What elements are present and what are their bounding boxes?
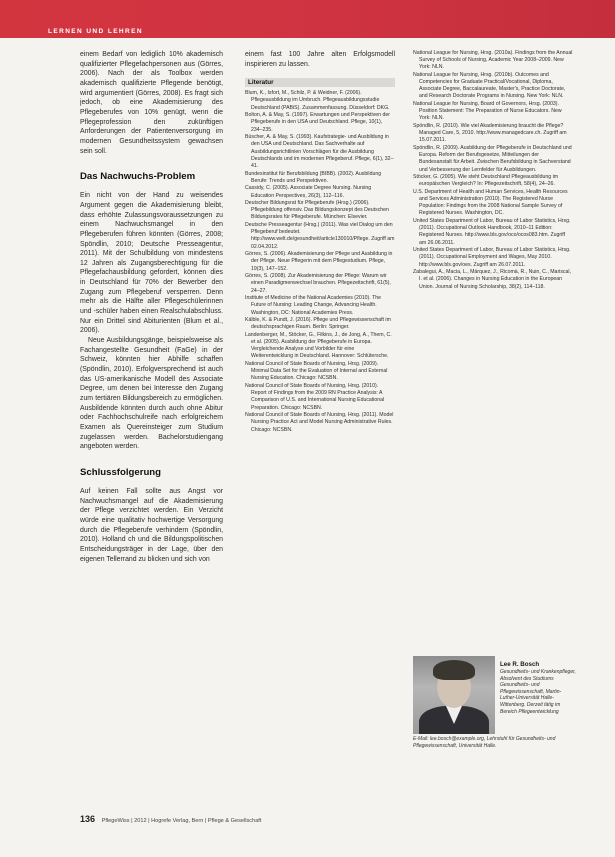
- section-label: LERNEN UND LEHREN: [48, 28, 143, 35]
- intro-paragraph: einem Bedarf von lediglich 10% akademisch qualifizierter Pflegefachpersonen aus (Görres, 2006). Nach der als Toolbox werden akademisch qualifizierte Pflegende benötigt, wird argumentiert (Görres, 2008). Es fragt sich jedoch, ob eine Akademisierung des Pflegeberufes von 10% genügt, wenn die Pflegeprofession den zukünftigen Anforderungen der Patientenversorgung im modernen Gesundheitssystem gewachsen sein soll.: [80, 51, 223, 155]
- reference-item: National Council of State Boards of Nursing, Hrsg. (2010). Report of Findings from the 2009 RN Practice Analysis: A Comparison of U.S. and International Nursing Educational Preparation. Chicago: NCSBN.: [245, 383, 385, 411]
- reference-item: Stöcker, G. (2005). Wie steht Deutschland Pflegeausbildung im europäischen Vergleich? In: Pflegezeitschrift, 58(4), 24–26.: [413, 174, 559, 188]
- paragraph-nachwuchs-2: Neue Ausbildungsgänge, beispielsweise als Fachangestellte Gesundheit (FaGe) in der Schweiz, könnten hier Abhilfe schaffen (Spöndlin, 2010). Erfolgversprechend ist auch das US-amerikanische Modell des Associate Degree, um denen bei Interesse den Zugang zum tertiären Bildungsbereich zu ermöglichen. Ausbildende könnten durch auch ohne Abitur oder Fachhochschulreife nach erfolgreichem Examen als Quereinsteiger zum Studium zugelassen werden. Bachelorstudiengang angeboten werden.: [80, 337, 223, 451]
- reference-item: Büscher, A. & May, S. (1993). Kaufstrategie- und Ausbildung in den USA und Deutschland. Das Sachverhalte auf Ausbildungsrichtlinien Vorschlägen für die Ausbildung Deutschlands und im modernen Pflegeberuf. Pflege, 6(1), 32–41.: [245, 134, 394, 169]
- reference-item: National Council of State Boards of Nursing, Hrsg. (2011). Model Nursing Practice Act and Model Nursing Administrative Rules. Chicago: NCSBN.: [245, 412, 394, 433]
- reference-item: Bolton, A. & May, S. (1997). Erwartungen und Perspektiven der Pflegeberufe in den USA und Deutschland. Pflege, 10(1), 234–235.: [245, 112, 390, 133]
- reference-item: Görres, S. (2006). Akademisierung der Pflege und Ausbildung in der Pflege. Neue Pflegerin mit dem Pflegestudium. Pflege, 19(3), 147–152.: [245, 251, 393, 272]
- reference-item: National League for Nursing, Hrsg. (2010b). Outcomes and Competencies for Graduate Practical/Vocational, Diploma, Associate Degree, Baccalaureate, Master's, Practice Doctorate, and Research Doctorate Programs in Nursing. New York: NLN.: [413, 71, 566, 100]
- reference-item: Cassidy, C. (2005). Associate Degree Nursing. Nursing Education Perspectives, 26(3), 112–116.: [245, 185, 372, 199]
- reference-item: National Council of State Boards of Nursing, Hrsg. (2009). Minimal Data Set for the Evaluation of Internal and External Nursing Education. Chicago: NCSBN.: [245, 361, 388, 382]
- literature-heading: Literatur: [245, 78, 395, 87]
- paragraph-nachwuchs-1: Ein nicht von der Hand zu weisendes Argument gegen die Akademisierung bleibt, dass erhöhte Zulassungsvoraussetzungen zu einem Nachwuchsmangel in den Pflegeberufen führen könnten (Görres, 2008; Spöndlin, 2010; Deutsche Presseagentur, 2011). Mit der Schulbildung von mindestens 12 Jahren als Zugangsberechtigung für die Pflegefachausbildung gefordert, können dies in Deutschland für 70% der Bewerber den Zugang zum Pflegeberuf versperren. Denn mehr als die Hälfte aller Pflegeschülerinnen und -schüler haben einen Realschulabschluss. Nur ein Drittel sind Abiturienten (Blum et al., 2006).: [80, 192, 223, 335]
- reference-item: Landenberger, M., Stöcker, G., Filkins, J., de Jong, A., Them, C. et al. (2005). Ausbildung der Pflegeberufe in Europa. Vergleichende Analyse und Vorbilder für eine Weiterentwicklung in Deutschland. Hannover: Schlütersche.: [245, 331, 392, 360]
- reference-item: Zabalegui, A., Macia, L., Márquez, J., Ricomà, R., Nuin, C., Mariscal, I. et al. (2006). Changes in Nursing Education in the European Union. Journal of Nursing Scholarship, 38(2), 114–118.: [413, 269, 571, 290]
- text-column-1: [80, 50, 223, 780]
- reference-item: National League for Nursing, Board of Governors, Hrsg. (2003). Position Statement: The Preparation of Nurse Educators. New York: NLN.: [413, 101, 562, 122]
- reference-item: Spöndlin, R. (2010). Wie viel Akademisierung braucht die Pflege? Managed Care, 5, 2010. http://www.managedcare.ch. Zugriff am 15.07.2011.: [413, 123, 567, 144]
- author-bio: Gesundheits- und Krankenpfleger, Absolvent des Studiums Gesundheits- und Pflegewissenschaft, Martin-Luther-Universität Halle-Wittenberg. Derzeit tätig im Bereich Pflegeentwicklung: [500, 669, 576, 715]
- reference-item: Deutsche Presseagentur (Hrsg.) (2011). Was viel Dialog um den Pflegeberuf bedeutet. http://www.welt.de/gesundheit/article130010/Pflege. Zugriff am 02.04.2012.: [245, 222, 395, 250]
- text-column-2: [245, 50, 395, 830]
- reference-item: Deutscher Bildungsrat für Pflegeberufe (Hrsg.) (2006). Pflegebildung offensiv. Das Bildungskonzept des Deutschen Bildungsrates für Pflegeberufe. München: Elsevier.: [245, 200, 389, 221]
- reference-list-1: [245, 90, 395, 433]
- page-number: 136: [80, 814, 96, 824]
- reference-item: Bundesinstitut für Berufsbildung (BIBB). (2002). Ausbildung Berufe: Trends und Perspektiven.: [245, 170, 382, 184]
- reference-item: Kälble, K. & Pundt, J. (2016). Pflege und Pflegewissenschaft im deutschsprachigen Raum. Berlin: Springer.: [245, 317, 391, 331]
- reference-list-2: [413, 50, 573, 291]
- continuation-paragraph: einem fast 100 Jahre alten Erfolgsmodell inspirieren zu lassen.: [245, 51, 395, 68]
- page-footer: [80, 814, 400, 824]
- heading-schlussfolgerung: Schlussfolgerung: [80, 466, 162, 478]
- paragraph-schluss: Auf keinen Fall sollte aus Angst vor Nachwuchsmangel auf die Akademisierung der Pflege verzichtet werden. Ein Verzicht würde eine qualitativ hochwertige Versorgung durch die Pflegeberufe verhindern (Spöndlin, 2010). Holland ch und die Bildungspolitischen Entscheidungsträger in der Lage, über den eigenen Tellerrand zu blicken und sich von: [80, 487, 223, 563]
- reference-item: Institute of Medicine of the National Academies (2010). The Future of Nursing: Leading Change, Advancing Health. Washington, DC: National Academies Press.: [245, 295, 382, 316]
- reference-item: Spöndlin, R. (2009). Ausbildung der Pflegeberufe in Deutschland und Europa. Reform der Berufsgesetze, Mitteilungen der Bundesanstalt für Arbeit. Zwischen Berufsbildung in Sachverstand und Verbesserung der Lernfelder für Ausbildungen.: [413, 145, 572, 173]
- author-box: [413, 656, 578, 754]
- reference-item: United States Department of Labor, Bureau of Labor Statistics, Hrsg. (2011). Occupational Employment and Wages, May 2010. http://www.bls.gov/oes. Zugriff am 26.07.2011.: [413, 247, 571, 268]
- reference-item: Görres, S. (2008). Zur Akademisierung der Pflege: Warum wir einen Paradigmenwechsel brauchen. Pflegezeitschrift, 61(5), 24–27.: [245, 273, 391, 294]
- author-photo: [413, 656, 495, 734]
- reference-item: National League for Nursing, Hrsg. (2010a). Findings from the Annual Survey of Schools of Nursing, Academic Year 2008–2009. New York: NLN.: [413, 50, 573, 71]
- footer-citation: PflegeWiss | 2012 | Hogrefe Verlag, Bern | Pflege & Gesellschaft: [101, 818, 262, 824]
- reference-item: Blum, K., Isfort, M., Schilz, P. & Weidner, F. (2006). Pflegeausbildung im Umbruch. Pflegeausbildungsstudie Deutschland (PABiS). Zusammenfassung. Düsseldorf: DKG.: [245, 90, 390, 111]
- author-name: Lee R. Bosch: [500, 661, 540, 668]
- author-contact: E-Mail: lee.bosch@example.org, Lehrstuhl für Gesundheits- und Pflegewissenschaft, Universität Halle.: [413, 736, 556, 749]
- reference-item: U.S. Department of Health and Human Services, Health Resources and Services Administration (2010). The Registered Nurse Population: Findings from the 2008 National Sample Survey of Registered Nurses. Washington, DC.: [413, 188, 568, 217]
- heading-nachwuchs: Das Nachwuchs-Problem: [80, 171, 196, 183]
- reference-item: United States Department of Labor, Bureau of Labor Statistics, Hrsg. (2011). Occupational Outlook Handbook, 2010–11 Edition: Registered Nurses. http://www.bls.gov/oco/ocos083.htm. Zugriff am 26.06.2011.: [413, 218, 571, 246]
